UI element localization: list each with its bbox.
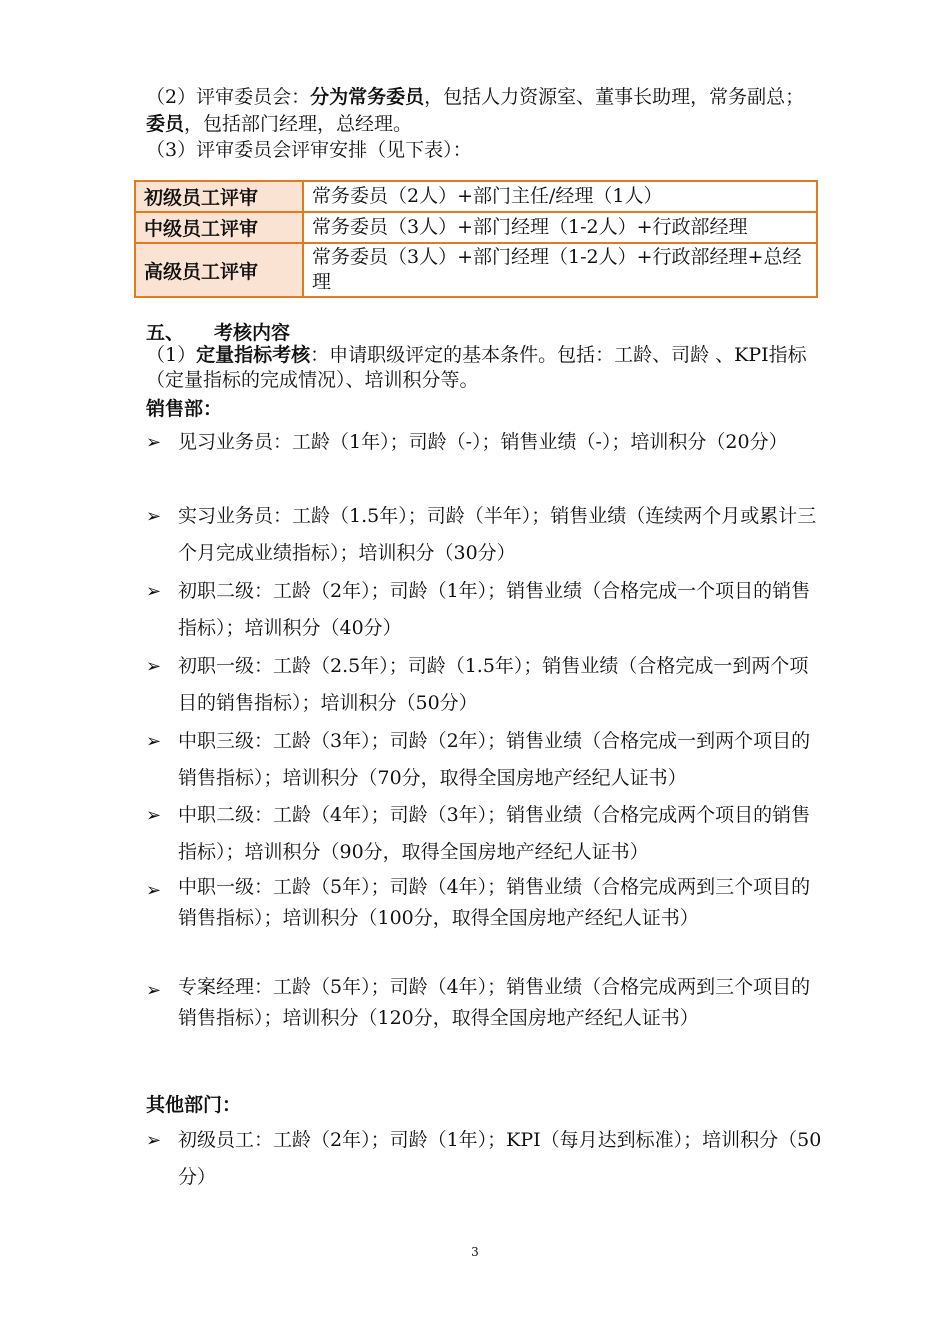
list-item-text: 见习业务员：工龄（1年）；司龄（-）；销售业绩（-）；培训积分（20分） — [178, 431, 788, 453]
section-title: 考核内容 — [214, 322, 291, 344]
list-item-text: 初职二级：工龄（2年）；司龄（1年）；销售业绩（合格完成一个项目的销售指标）；培训积分（40分） — [178, 580, 811, 639]
table-members-cell: 常务委员（2人）+部门主任/经理（1人） — [303, 181, 817, 212]
intro-paragraph-3: （3）评审委员会评审安排（见下表）： — [146, 139, 472, 161]
table-members-cell: 常务委员（3人）+部门经理（1-2人）+行政部经理 — [303, 212, 817, 243]
review-schedule-table — [134, 180, 818, 298]
intro-line2-prefix: （2）评审委员会： — [146, 86, 311, 108]
list-item — [146, 723, 822, 797]
list-item — [146, 648, 822, 722]
item1-text: ：申请职级评定的基本条件。包括：工龄、司龄 、KPI指标（定量指标的完成情况）、培训积分等。 — [146, 344, 807, 391]
intro-paragraph-2 — [146, 84, 822, 138]
bullet-arrow-icon: ➢ — [146, 506, 162, 527]
bullet-arrow-icon: ➢ — [146, 581, 162, 602]
list-item-text: 实习业务员：工龄（1.5年）；司龄（半年）；销售业绩（连续两个月或累计三个月完成业绩指标）；培训积分（30分） — [178, 505, 817, 564]
bullet-arrow-icon: ➢ — [146, 731, 162, 752]
item1-prefix: （1） — [146, 344, 197, 366]
page-number: 3 — [471, 1245, 479, 1259]
table-row — [135, 212, 817, 243]
list-item-text: 专案经理：工龄（5年）；司龄（4年）；销售业绩（合格完成两到三个项目的销售指标）；培训积分（120分，取得全国房地产经纪人证书） — [178, 976, 811, 1029]
bullet-arrow-icon: ➢ — [146, 432, 162, 453]
list-item — [146, 797, 822, 871]
table-row — [135, 243, 817, 297]
intro-line2-bold2: 委员 — [146, 113, 185, 135]
list-item-text: 初级员工：工龄（2年）；司龄（1年）；KPI（每月达到标准）；培训积分（50分） — [178, 1129, 822, 1188]
table-level-cell: 初级员工评审 — [135, 181, 303, 212]
bullet-arrow-icon: ➢ — [146, 880, 162, 901]
bullet-arrow-icon: ➢ — [146, 1130, 162, 1151]
sales-heading: 销售部： — [146, 398, 223, 420]
list-item — [146, 498, 822, 572]
list-item — [146, 573, 822, 647]
table-level-cell: 中级员工评审 — [135, 212, 303, 243]
intro-line2-mid: ，包括人力资源室、董事长助理，常务副总； — [424, 86, 805, 108]
list-item-text: 中职三级：工龄（3年）；司龄（2年）；销售业绩（合格完成一到两个项目的销售指标）；培训积分（70分，取得全国房地产经纪人证书） — [178, 730, 811, 789]
table-members-cell: 常务委员（3人）+部门经理（1-2人）+行政部经理+总经理 — [303, 243, 817, 297]
table-row — [135, 181, 817, 212]
intro-line2-end: ，包括部门经理，总经理。 — [184, 113, 413, 135]
list-item-text: 初职一级：工龄（2.5年）；司龄（1.5年）；销售业绩（合格完成一到两个项目的销售指标）；培训积分（50分） — [178, 655, 809, 714]
section-number: 五、 — [146, 322, 185, 344]
bullet-arrow-icon: ➢ — [146, 805, 162, 826]
list-item-text: 中职二级：工龄（4年）；司龄（3年）；销售业绩（合格完成两个项目的销售指标）；培训积分（90分，取得全国房地产经纪人证书） — [178, 804, 811, 863]
list-item — [146, 972, 822, 1034]
list-item-text: 中职一级：工龄（5年）；司龄（4年）；销售业绩（合格完成两到三个项目的销售指标）；培训积分（100分，取得全国房地产经纪人证书） — [178, 876, 811, 929]
other-departments-heading: 其他部门： — [146, 1094, 242, 1116]
table-level-cell: 高级员工评审 — [135, 243, 303, 297]
bullet-arrow-icon: ➢ — [146, 656, 162, 677]
intro-line2-bold1: 分为常务委员 — [310, 86, 425, 108]
list-item — [146, 872, 822, 934]
list-item — [146, 1122, 822, 1196]
list-item — [146, 424, 822, 461]
section-heading — [146, 318, 290, 345]
item1-bold: 定量指标考核 — [196, 344, 311, 366]
section-item-1 — [146, 343, 822, 393]
bullet-arrow-icon: ➢ — [146, 980, 162, 1001]
